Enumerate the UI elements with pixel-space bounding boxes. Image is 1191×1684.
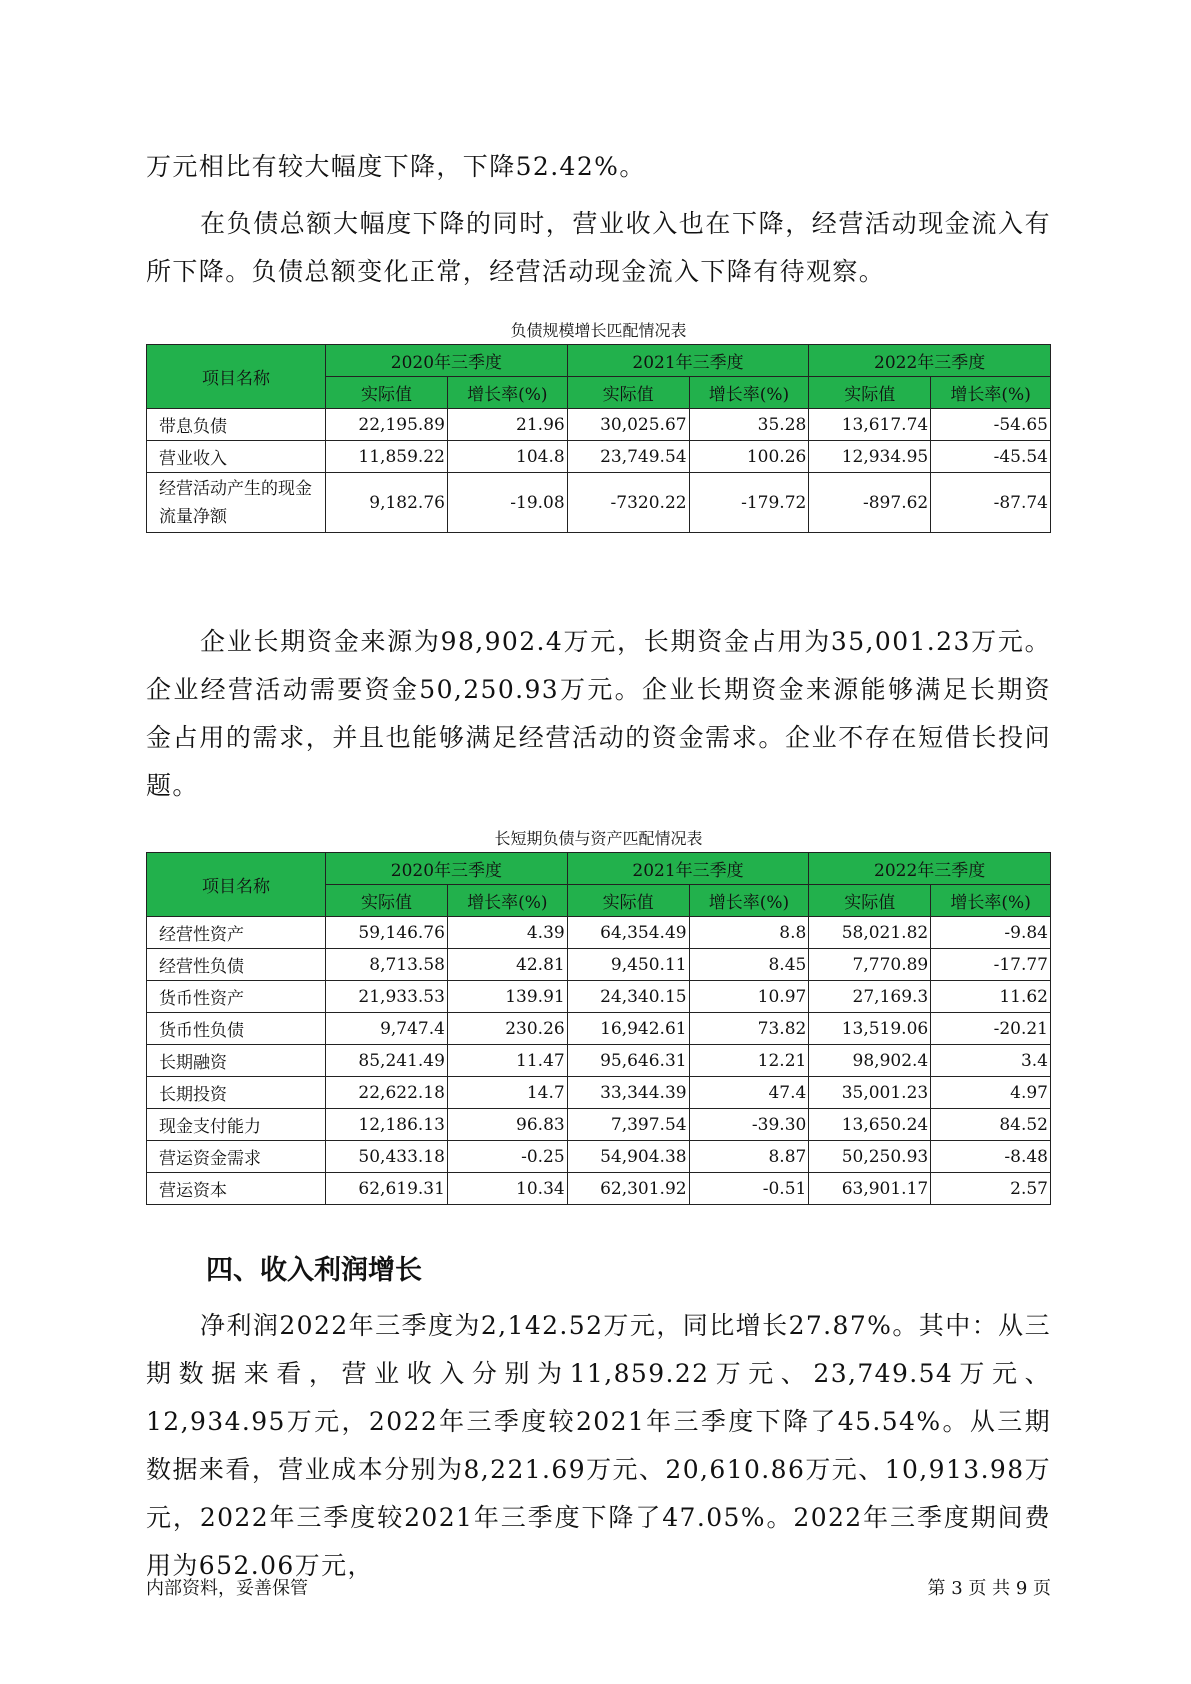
footer-confidential-note: 内部资料，妥善保管 [146, 1578, 308, 1599]
cell-value: -9.84 [931, 917, 1051, 949]
cell-value: 84.52 [931, 1109, 1051, 1141]
table2-sub-growth: 增长率(%) [447, 885, 567, 917]
cell-value: 24,340.15 [567, 981, 689, 1013]
table-row [147, 1045, 1051, 1077]
cell-value: -179.72 [689, 473, 809, 533]
debt-growth-table [146, 344, 1051, 533]
cell-value: 9,450.11 [567, 949, 689, 981]
row-label: 现金支付能力 [147, 1109, 326, 1141]
cell-value: -54.65 [931, 409, 1051, 441]
cell-value: 11,859.22 [326, 441, 448, 473]
cell-value: 50,433.18 [326, 1141, 448, 1173]
cell-value: 230.26 [447, 1013, 567, 1045]
table2-sub-actual: 实际值 [809, 885, 931, 917]
cell-value: 13,617.74 [809, 409, 931, 441]
cell-value: 22,195.89 [326, 409, 448, 441]
table2-header-item: 项目名称 [147, 853, 326, 917]
row-label: 营业收入 [147, 441, 326, 473]
cell-value: 11.47 [447, 1045, 567, 1077]
cell-value: 63,901.17 [809, 1173, 931, 1205]
table2-period-2022: 2022年三季度 [809, 853, 1051, 885]
section-heading: 四、收入利润增长 [206, 1255, 422, 1286]
table-row [147, 409, 1051, 441]
cell-value: 30,025.67 [567, 409, 689, 441]
cell-value: 139.91 [447, 981, 567, 1013]
asset-liability-match-table [146, 852, 1051, 1205]
cell-value: 13,519.06 [809, 1013, 931, 1045]
table1-sub-actual: 实际值 [326, 377, 448, 409]
table2-period-2020: 2020年三季度 [326, 853, 568, 885]
cell-value: 22,622.18 [326, 1077, 448, 1109]
cell-value: 3.4 [931, 1045, 1051, 1077]
row-label: 带息负债 [147, 409, 326, 441]
cell-value: 42.81 [447, 949, 567, 981]
cell-value: 10.34 [447, 1173, 567, 1205]
cell-value: 9,182.76 [326, 473, 448, 533]
cell-value: -0.51 [689, 1173, 809, 1205]
cell-value: 62,301.92 [567, 1173, 689, 1205]
table1-sub-growth: 增长率(%) [689, 377, 809, 409]
cell-value: 100.26 [689, 441, 809, 473]
cell-value: 104.8 [447, 441, 567, 473]
table1-header-item: 项目名称 [147, 345, 326, 409]
cell-value: 2.57 [931, 1173, 1051, 1205]
table-row [147, 1077, 1051, 1109]
table2-sub-growth: 增长率(%) [931, 885, 1051, 917]
table2-sub-actual: 实际值 [567, 885, 689, 917]
cell-value: 7,770.89 [809, 949, 931, 981]
cell-value: 4.97 [931, 1077, 1051, 1109]
cell-value: 10.97 [689, 981, 809, 1013]
table1-sub-actual: 实际值 [809, 377, 931, 409]
table-row [147, 1141, 1051, 1173]
row-label: 经营性资产 [147, 917, 326, 949]
table-row [147, 949, 1051, 981]
cell-value: -87.74 [931, 473, 1051, 533]
table-row [147, 473, 1051, 533]
cell-value: 21.96 [447, 409, 567, 441]
cell-value: 73.82 [689, 1013, 809, 1045]
cell-value: 12,934.95 [809, 441, 931, 473]
cell-value: -897.62 [809, 473, 931, 533]
cell-value: -0.25 [447, 1141, 567, 1173]
row-label: 货币性资产 [147, 981, 326, 1013]
cell-value: 62,619.31 [326, 1173, 448, 1205]
cell-value: 9,747.4 [326, 1013, 448, 1045]
cell-value: -19.08 [447, 473, 567, 533]
cell-value: 33,344.39 [567, 1077, 689, 1109]
cell-value: 8,713.58 [326, 949, 448, 981]
cell-value: 8.8 [689, 917, 809, 949]
cell-value: 16,942.61 [567, 1013, 689, 1045]
table1-sub-growth: 增长率(%) [447, 377, 567, 409]
paragraph-debt-revenue: 在负债总额大幅度下降的同时，营业收入也在下降，经营活动现金流入有所下降。负债总额变化正常，经营活动现金流入下降有待观察。 [146, 209, 1051, 286]
row-label: 长期融资 [147, 1045, 326, 1077]
paragraph-continuation: 万元相比有较大幅度下降，下降52.42%。 [146, 152, 646, 181]
table-row [147, 441, 1051, 473]
table2-sub-growth: 增长率(%) [689, 885, 809, 917]
cell-value: 27,169.3 [809, 981, 931, 1013]
cell-value: 50,250.93 [809, 1141, 931, 1173]
table1-sub-growth: 增长率(%) [931, 377, 1051, 409]
cell-value: 8.45 [689, 949, 809, 981]
cell-value: 47.4 [689, 1077, 809, 1109]
cell-value: -20.21 [931, 1013, 1051, 1045]
cell-value: 4.39 [447, 917, 567, 949]
row-label: 经营性负债 [147, 949, 326, 981]
table2-sub-actual: 实际值 [326, 885, 448, 917]
cell-value: -8.48 [931, 1141, 1051, 1173]
row-label: 营运资本 [147, 1173, 326, 1205]
table-row [147, 1013, 1051, 1045]
cell-value: 96.83 [447, 1109, 567, 1141]
table2-period-2021: 2021年三季度 [567, 853, 809, 885]
row-label: 营运资金需求 [147, 1141, 326, 1173]
table1-period-2020: 2020年三季度 [326, 345, 568, 377]
table2-caption: 长短期负债与资产匹配情况表 [494, 829, 703, 848]
cell-value: 64,354.49 [567, 917, 689, 949]
table-row [147, 981, 1051, 1013]
cell-value: 13,650.24 [809, 1109, 931, 1141]
cell-value: 35.28 [689, 409, 809, 441]
cell-value: 12,186.13 [326, 1109, 448, 1141]
row-label: 长期投资 [147, 1077, 326, 1109]
table-row [147, 1173, 1051, 1205]
cell-value: -39.30 [689, 1109, 809, 1141]
table1-period-2021: 2021年三季度 [567, 345, 809, 377]
table1-caption: 负债规模增长匹配情况表 [510, 321, 687, 340]
table-row [147, 1109, 1051, 1141]
cell-value: 54,904.38 [567, 1141, 689, 1173]
row-label: 经营活动产生的现金流量净额 [147, 473, 326, 533]
table1-sub-actual: 实际值 [567, 377, 689, 409]
cell-value: 21,933.53 [326, 981, 448, 1013]
cell-value: 23,749.54 [567, 441, 689, 473]
cell-value: -45.54 [931, 441, 1051, 473]
row-label: 货币性负债 [147, 1013, 326, 1045]
footer-page-number: 第 3 页 共 9 页 [927, 1578, 1051, 1599]
cell-value: 85,241.49 [326, 1045, 448, 1077]
cell-value: 95,646.31 [567, 1045, 689, 1077]
cell-value: 14.7 [447, 1077, 567, 1109]
cell-value: 98,902.4 [809, 1045, 931, 1077]
cell-value: 7,397.54 [567, 1109, 689, 1141]
cell-value: 59,146.76 [326, 917, 448, 949]
cell-value: -17.77 [931, 949, 1051, 981]
cell-value: -7320.22 [567, 473, 689, 533]
cell-value: 8.87 [689, 1141, 809, 1173]
cell-value: 35,001.23 [809, 1077, 931, 1109]
cell-value: 58,021.82 [809, 917, 931, 949]
table-row [147, 917, 1051, 949]
paragraph-net-profit: 净利润2022年三季度为2,142.52万元，同比增长27.87%。其中：从三期数据来看，营业收入分别为11,859.22万元、23,749.54万元、12,934.95万元，2022年三季度较2021年三季度下降了45.54%。从三期数据来看，营业成本分别为8,221.69万元、20,610.86万元、10,913.98万元，2022年三季度较2021年三季度下降了47.05%。2022年三季度期间费用为652.06万元， [146, 1311, 1051, 1580]
cell-value: 11.62 [931, 981, 1051, 1013]
paragraph-long-term-funds: 企业长期资金来源为98,902.4万元，长期资金占用为35,001.23万元。企业经营活动需要资金50,250.93万元。企业长期资金来源能够满足长期资金占用的需求，并且也能够满足经营活动的资金需求。企业不存在短借长投问题。 [146, 627, 1051, 800]
table1-period-2022: 2022年三季度 [809, 345, 1051, 377]
cell-value: 12.21 [689, 1045, 809, 1077]
